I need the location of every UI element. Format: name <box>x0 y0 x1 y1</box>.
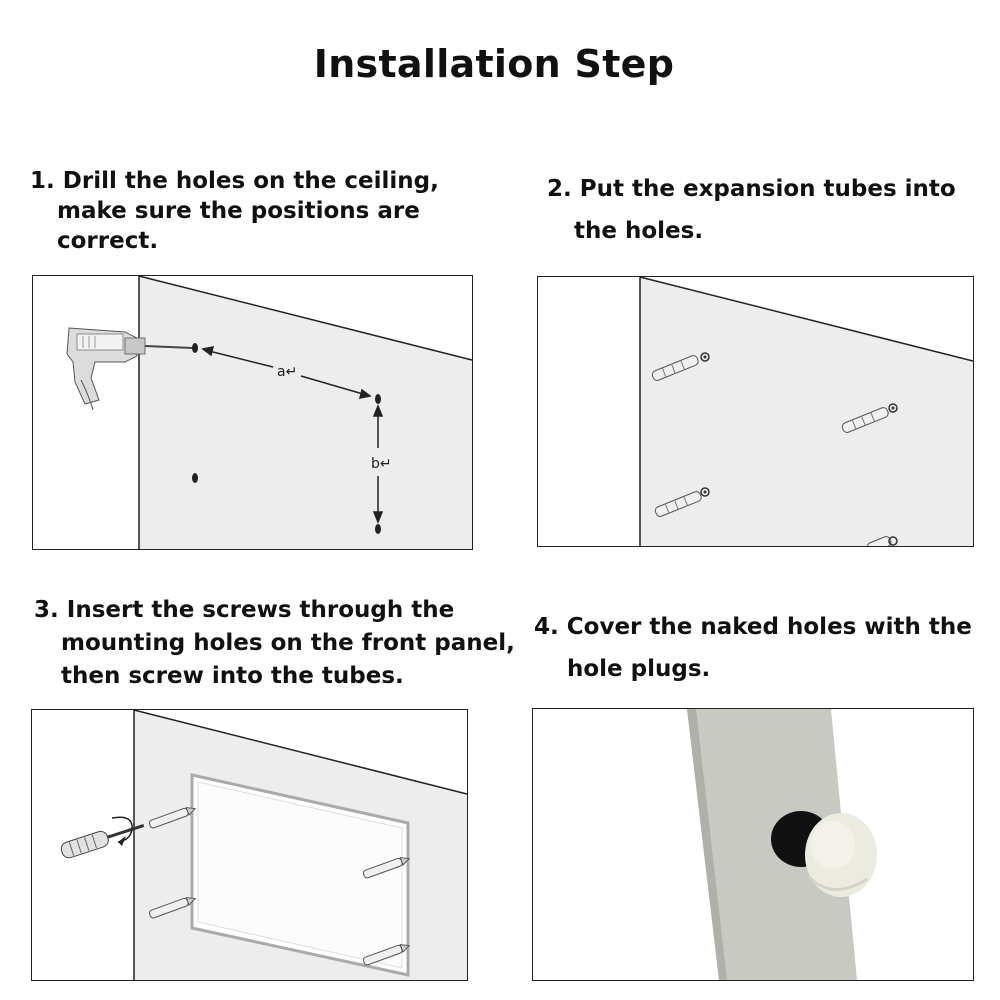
dimension-label-a: a↵ <box>277 364 298 380</box>
step-1-illustration <box>32 275 473 550</box>
step-2-line-1: Put the expansion tubes into <box>579 176 956 202</box>
step-2-line-2: the holes. <box>574 218 704 244</box>
step-3-line-1: Insert the screws through the <box>66 597 455 623</box>
step-4-line-1: Cover the naked holes with the <box>566 614 972 640</box>
step-3-line-2: mounting holes on the front panel, <box>61 630 515 656</box>
hole-plug-icon <box>805 813 877 897</box>
step-2-number: 2. <box>547 176 572 202</box>
step-1-text <box>30 166 439 256</box>
dimension-label-b: b↵ <box>371 456 392 472</box>
step-1-line-2: make sure the positions are <box>57 198 420 224</box>
plug-diagram <box>533 709 973 980</box>
step-2-text <box>547 168 956 252</box>
step-1-line-1: Drill the holes on the ceiling, <box>62 168 439 194</box>
step-4-line-2: hole plugs. <box>567 656 711 682</box>
page-title: Installation Step <box>313 42 675 86</box>
step-3-illustration <box>31 709 468 981</box>
step-2-illustration <box>537 276 974 547</box>
drill-diagram <box>33 276 472 549</box>
step-3-line-3: then screw into the tubes. <box>61 663 404 689</box>
step-3-number: 3. <box>34 597 59 623</box>
step-4-text <box>534 606 972 690</box>
step-4-illustration <box>532 708 974 981</box>
step-1-number: 1. <box>30 168 55 194</box>
step-1-line-3: correct. <box>57 228 159 254</box>
screw-diagram <box>32 710 467 980</box>
step-3-text <box>34 594 515 693</box>
tubes-diagram <box>538 277 973 546</box>
step-4-number: 4. <box>534 614 559 640</box>
